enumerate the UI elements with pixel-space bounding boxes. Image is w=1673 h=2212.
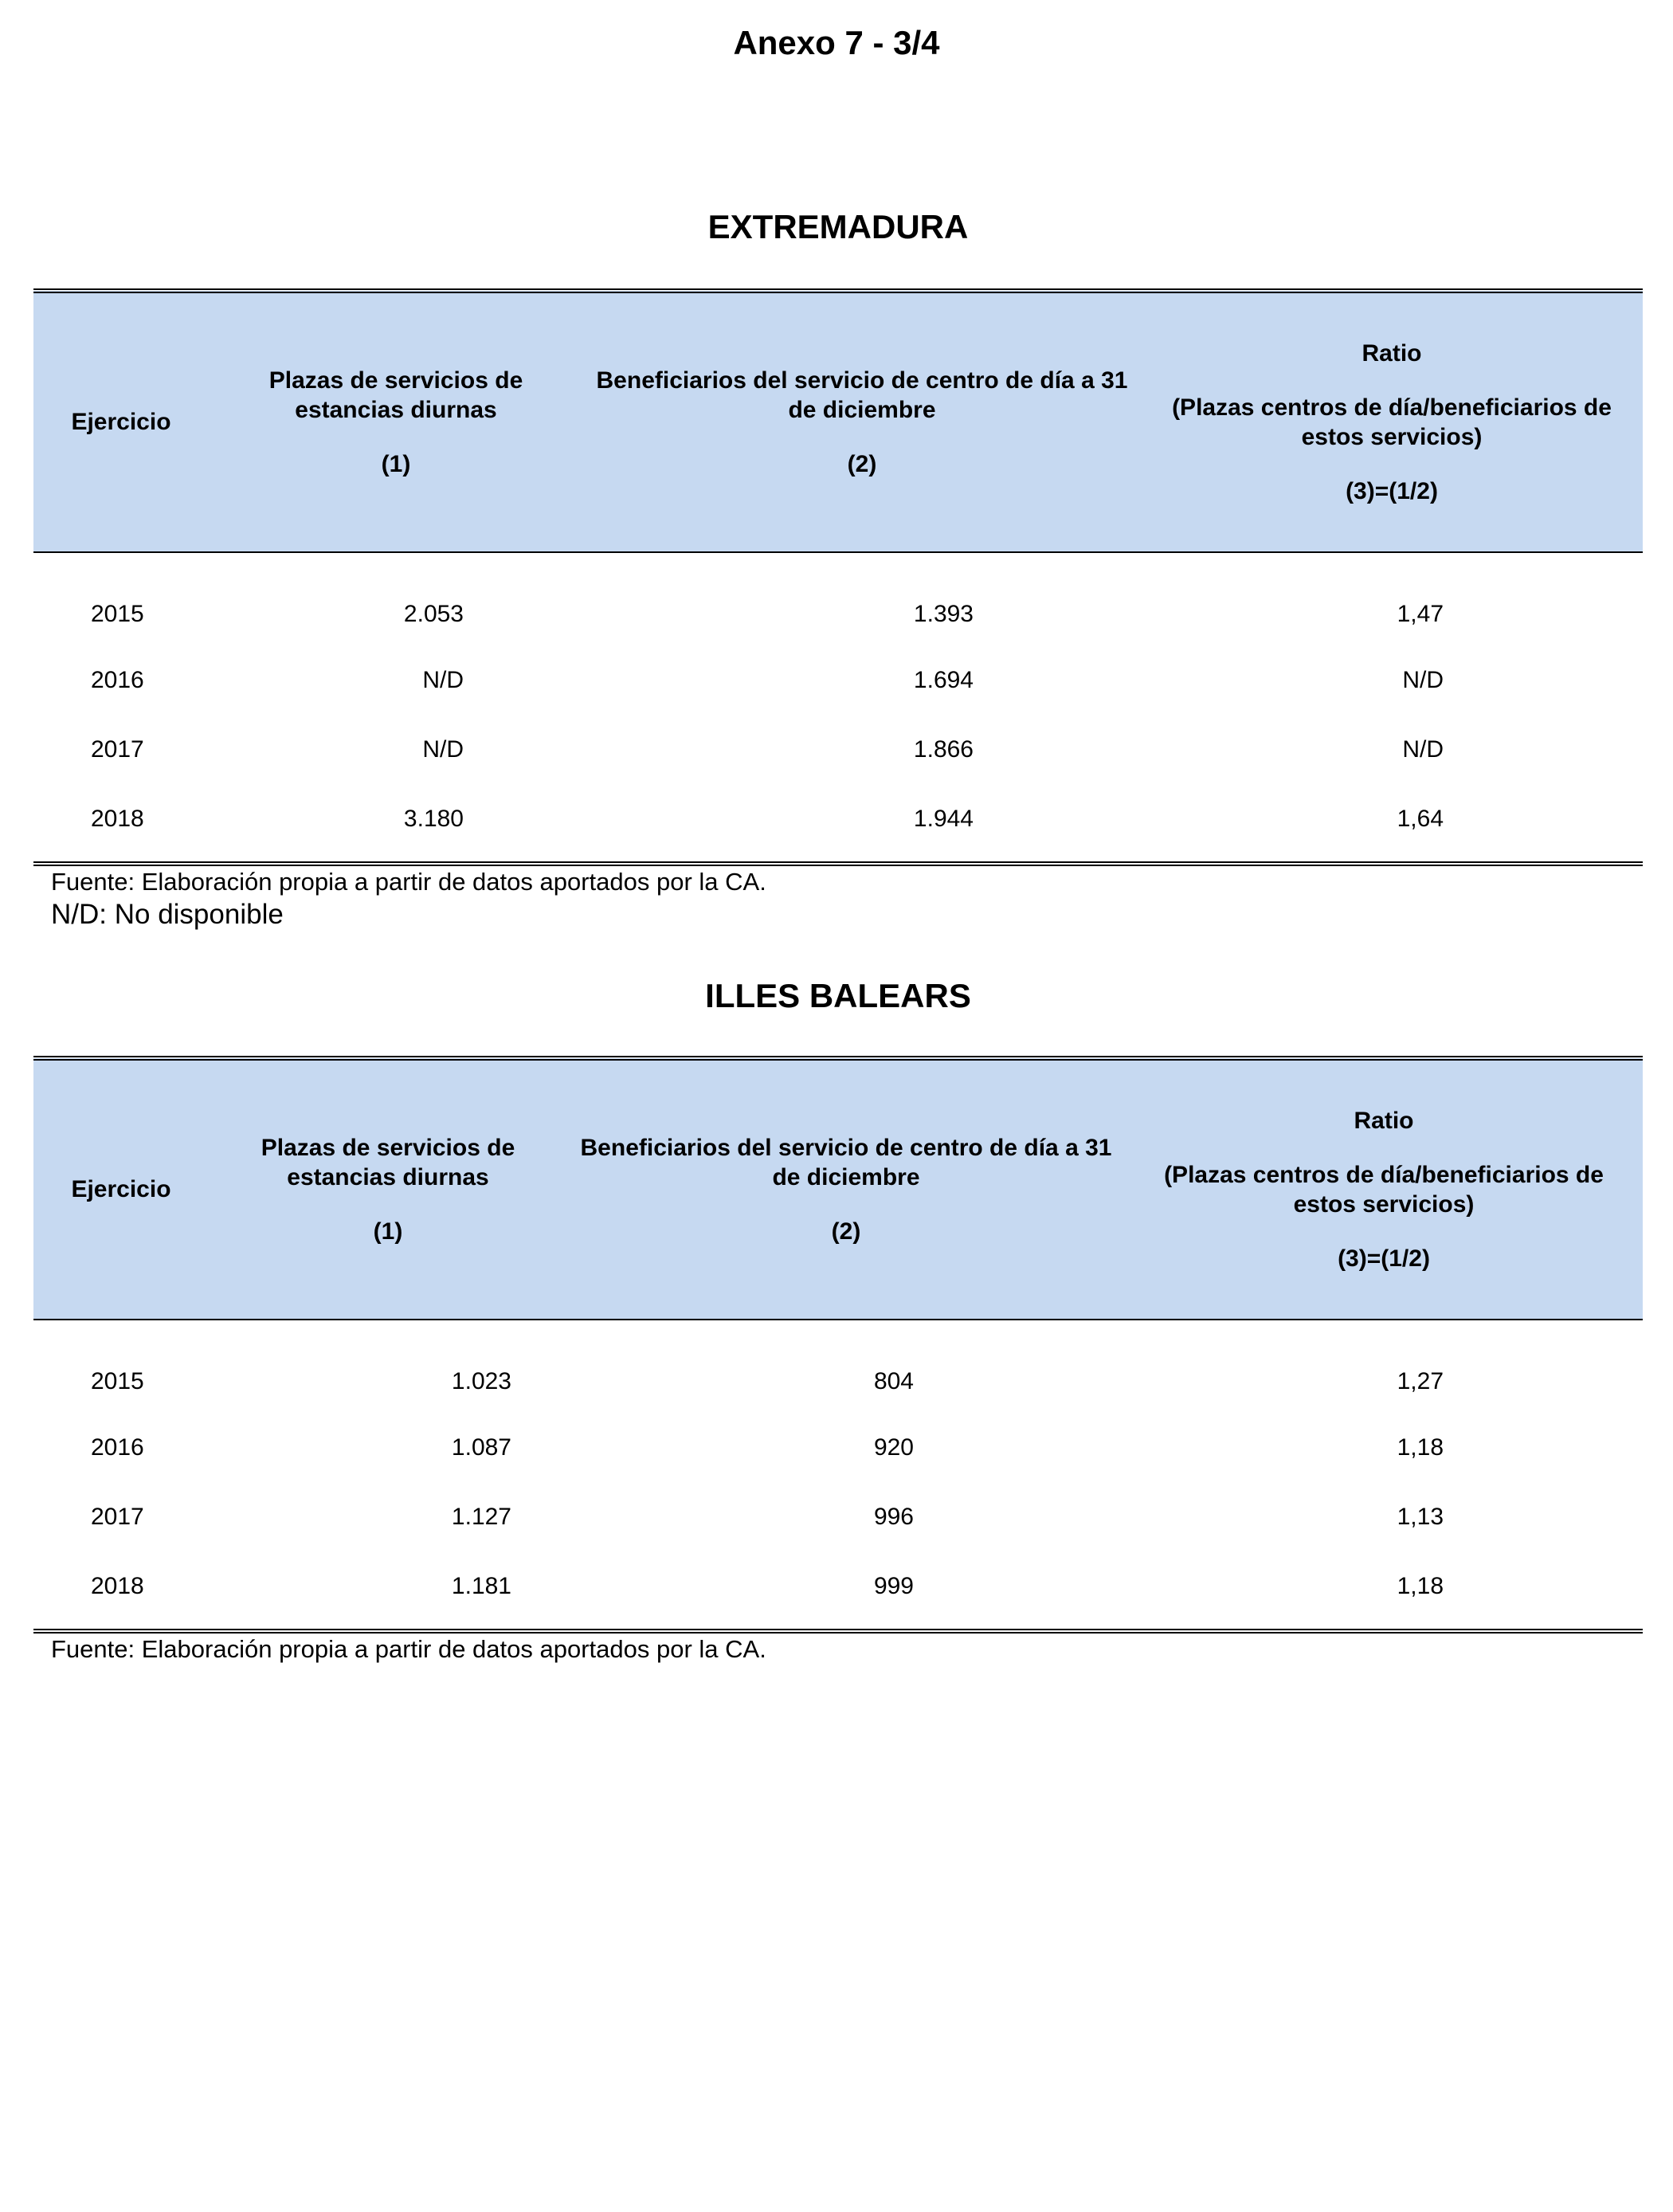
cell-beneficiarios: 996 (873, 1503, 914, 1530)
cell-plazas: 3.180 (209, 784, 583, 864)
table-row (33, 784, 1643, 864)
table-row (33, 645, 1643, 715)
source-note: Fuente: Elaboración propia a partir de datos aportados por la CA. (51, 1635, 766, 1663)
cell-year: 2018 (33, 784, 209, 864)
section-illes-balears (33, 972, 1643, 1665)
cell-beneficiarios: 1.944 (583, 784, 1141, 864)
header-beneficiarios: Beneficiarios del servicio de centro de día a 31 de diciembre (2) (567, 1058, 1125, 1320)
cell-ratio: 1,27 (1397, 1368, 1444, 1394)
cell-year: 2017 (91, 1503, 144, 1530)
data-table (33, 1056, 1643, 1634)
cell-plazas: 1.181 (209, 1551, 567, 1631)
section-extremadura (33, 203, 1643, 931)
cell-plazas: 1.127 (451, 1503, 511, 1530)
header-year: Ejercicio (33, 1058, 209, 1320)
cell-year: 2015 (91, 601, 144, 627)
data-table (33, 288, 1643, 866)
header-beneficiarios: Beneficiarios del servicio de centro de día a 31 de diciembre (2) (583, 291, 1141, 552)
header-ratio: Ratio (Plazas centros de día/beneficiarios de estos servicios) (3)=(1/2) (1125, 1058, 1643, 1320)
page-title: Anexo 7 - 3/4 (733, 24, 940, 61)
table-row (33, 552, 1643, 645)
cell-year: 2016 (91, 666, 144, 693)
table-row (33, 715, 1643, 784)
cell-plazas: 1.023 (451, 1368, 511, 1394)
section-title: ILLES BALEARS (705, 977, 971, 1014)
table-row (33, 1413, 1643, 1482)
cell-beneficiarios: 999 (567, 1551, 1125, 1631)
cell-plazas: 1.087 (451, 1433, 511, 1461)
cell-beneficiarios: 1.393 (913, 601, 974, 627)
header-ratio: Ratio (Plazas centros de día/beneficiarios de estos servicios) (3)=(1/2) (1141, 291, 1643, 552)
header-plazas: Plazas de servicios de estancias diurnas (1) (209, 1058, 567, 1320)
cell-beneficiarios: 1.866 (913, 735, 974, 763)
cell-beneficiarios: 804 (873, 1368, 914, 1394)
cell-plazas: N/D (422, 666, 464, 693)
cell-year: 2017 (91, 735, 144, 763)
cell-beneficiarios: 1.694 (913, 666, 974, 693)
cell-ratio: 1,18 (1125, 1551, 1643, 1631)
cell-ratio: 1,18 (1397, 1433, 1444, 1461)
source-note: Fuente: Elaboración propia a partir de datos aportados por la CA. (51, 868, 766, 896)
table-row (33, 1551, 1643, 1631)
cell-ratio: N/D (1402, 666, 1444, 693)
table-header-row (33, 291, 1643, 552)
cell-plazas: N/D (422, 735, 464, 763)
nd-note: N/D: No disponible (51, 899, 284, 930)
cell-plazas: 2.053 (403, 601, 464, 627)
cell-ratio: 1,47 (1397, 601, 1444, 627)
table-row (33, 1482, 1643, 1551)
cell-ratio: N/D (1402, 735, 1444, 763)
cell-ratio: 1,64 (1141, 784, 1643, 864)
cell-beneficiarios: 920 (873, 1433, 914, 1461)
cell-year: 2016 (91, 1433, 144, 1461)
header-plazas: Plazas de servicios de estancias diurnas (1) (209, 291, 583, 552)
table-header-row (33, 1058, 1643, 1320)
section-title: EXTREMADURA (707, 208, 969, 245)
table-row (33, 1320, 1643, 1413)
cell-year: 2015 (91, 1368, 144, 1394)
cell-year: 2018 (33, 1551, 209, 1631)
cell-ratio: 1,13 (1397, 1503, 1444, 1530)
header-year: Ejercicio (33, 291, 209, 552)
